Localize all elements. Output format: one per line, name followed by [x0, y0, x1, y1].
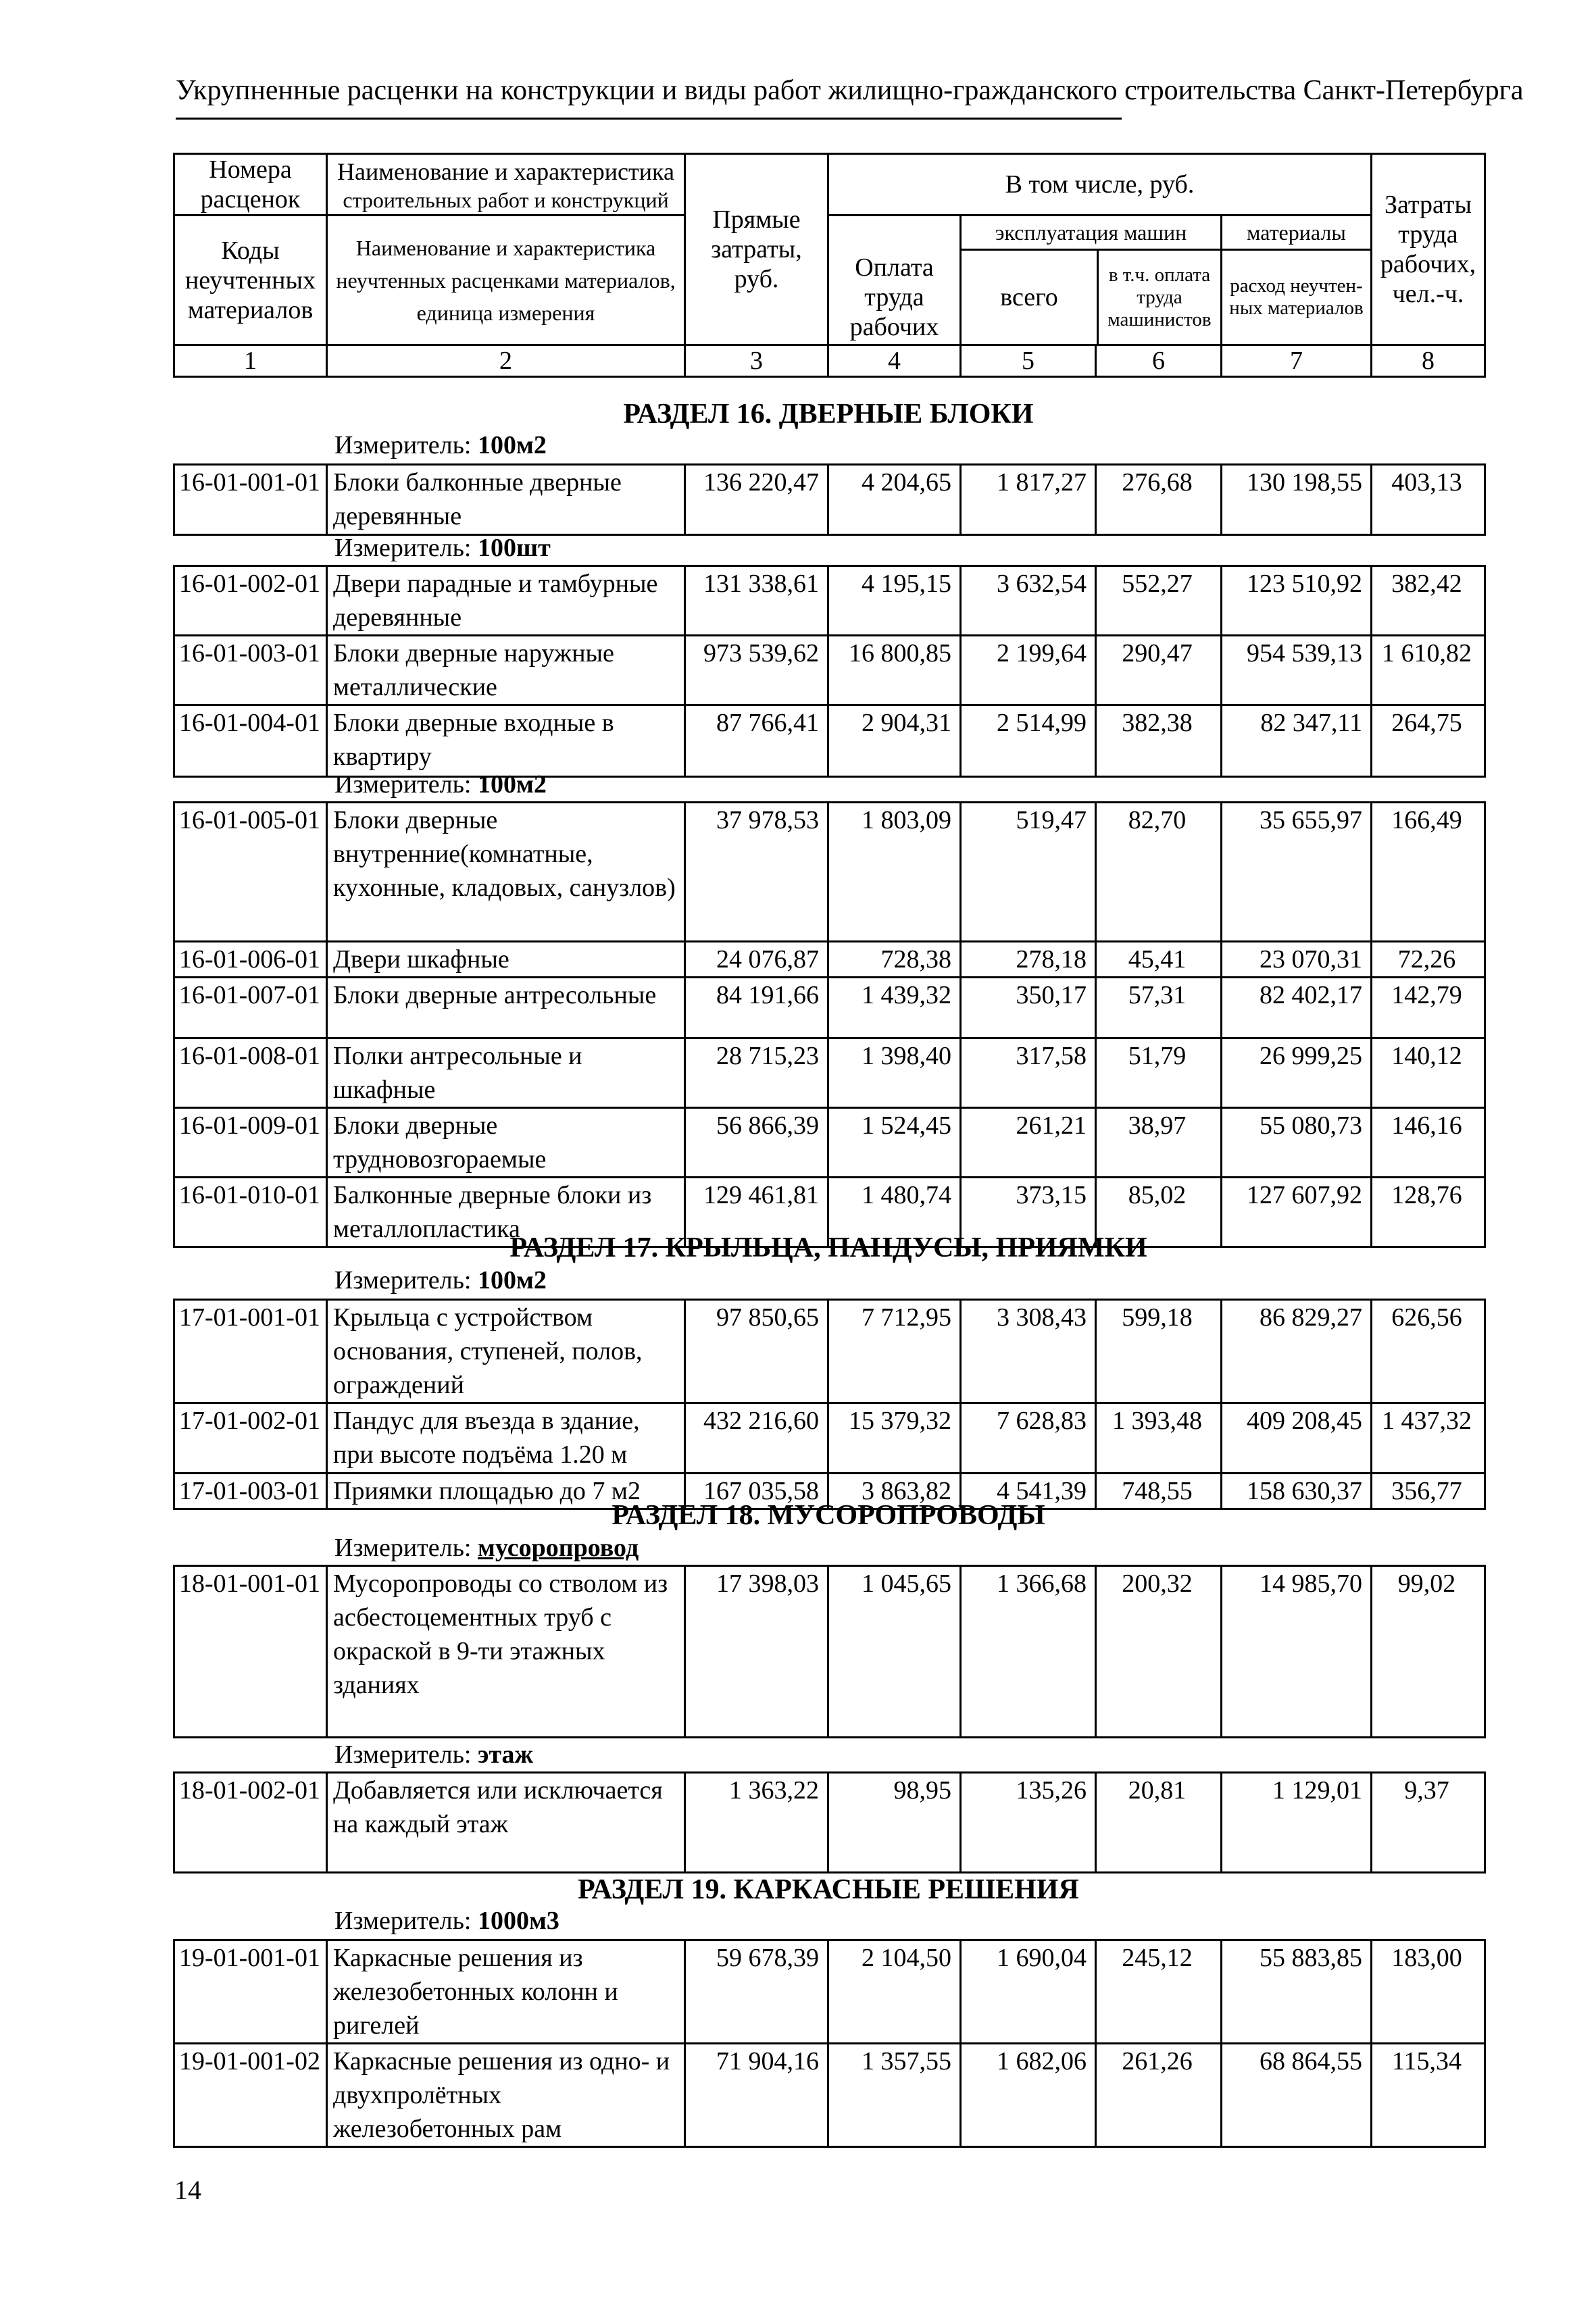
materials-group-label: материалы	[1222, 216, 1370, 251]
work-name: Мусоропроводы со стволом из асбестоцементных труб с окраской в 9-ти этажных зданиях	[327, 1566, 685, 1738]
direct-cost: 87 766,41	[685, 705, 828, 777]
machine-cost: 373,15	[961, 1178, 1096, 1247]
rate-code: 16-01-009-01	[174, 1108, 327, 1178]
machine-cost: 2 199,64	[961, 636, 1096, 705]
machine-labor-cost: 261,26	[1096, 2044, 1222, 2147]
rate-code: 16-01-001-01	[174, 465, 327, 535]
col-number: 7	[1222, 345, 1372, 377]
section-title: РАЗДЕЛ 17. КРЫЛЬЦА, ПАНДУСЫ, ПРИЯМКИ	[509, 1232, 1147, 1263]
rate-code: 16-01-006-01	[174, 942, 327, 978]
price-table	[173, 801, 1486, 1248]
labor-hours: 166,49	[1372, 803, 1485, 942]
unit-value: 100м2	[478, 431, 547, 459]
direct-cost: 131 338,61	[685, 566, 828, 636]
machine-labor-cost: 38,97	[1096, 1108, 1222, 1178]
unit-value: 100м2	[478, 1266, 547, 1294]
unit-value: 100шт	[478, 534, 551, 562]
work-name: Блоки дверные наружные металлические	[327, 636, 685, 705]
labor-cost: 2 904,31	[828, 705, 961, 777]
rate-code: 17-01-001-01	[174, 1300, 327, 1403]
price-table	[173, 1299, 1486, 1510]
work-name: Пандус для въезда в здание, при высоте подъёма 1.20 м	[327, 1403, 685, 1474]
labor-hours: 9,37	[1372, 1773, 1485, 1873]
labor-hours: 382,42	[1372, 566, 1485, 636]
unit-measure	[334, 1905, 559, 1936]
page-number: 14	[174, 2175, 201, 2205]
price-table	[173, 463, 1486, 536]
material-cost: 409 208,45	[1222, 1403, 1372, 1474]
labor-cost: 7 712,95	[828, 1300, 961, 1403]
table-row	[174, 465, 1485, 535]
unit-label: Измеритель:	[334, 1534, 472, 1562]
rate-code: 17-01-003-01	[174, 1474, 327, 1509]
rate-code: 18-01-002-01	[174, 1773, 327, 1873]
header-rule	[176, 118, 1122, 120]
labor-hours: 626,56	[1372, 1300, 1485, 1403]
work-name: Блоки балконные дверные деревянные	[327, 465, 685, 535]
rate-code: 16-01-005-01	[174, 803, 327, 942]
page-header: Укрупненные расценки на конструкции и виды работ жилищно-гражданского строительства Санкт-Петербурга	[176, 75, 1524, 106]
col4-header-label: Оплата труда рабочих	[849, 253, 939, 341]
col-number: 4	[828, 345, 961, 377]
rate-code: 16-01-002-01	[174, 566, 327, 636]
unit-label: Измеритель:	[334, 1266, 472, 1294]
unit-label: Измеритель:	[334, 1907, 472, 1935]
table-row	[174, 636, 1485, 705]
unit-label: Измеритель:	[334, 534, 472, 562]
rate-code: 17-01-002-01	[174, 1403, 327, 1474]
machine-labor-cost: 382,38	[1096, 705, 1222, 777]
machine-cost: 2 514,99	[961, 705, 1096, 777]
labor-hours: 183,00	[1372, 1940, 1485, 2044]
col-number: 8	[1372, 345, 1485, 377]
work-name: Полки антресольные и шкафные	[327, 1038, 685, 1108]
table-row	[174, 705, 1485, 777]
labor-hours: 403,13	[1372, 465, 1485, 535]
labor-hours: 264,75	[1372, 705, 1485, 777]
rate-code: 16-01-007-01	[174, 978, 327, 1038]
table-row	[174, 1566, 1485, 1738]
machine-cost: 1 682,06	[961, 2044, 1096, 2147]
unit-value: мусоропровод	[478, 1534, 639, 1562]
machines-header	[961, 216, 1222, 345]
unit-label: Измеритель:	[334, 770, 472, 799]
machine-cost: 3 632,54	[961, 566, 1096, 636]
work-name: Блоки дверные антресольные	[327, 978, 685, 1038]
work-name: Каркасные решения из одно- и двухпролётных железобетонных рам	[327, 2044, 685, 2147]
direct-cost: 973 539,62	[685, 636, 828, 705]
labor-hours: 128,76	[1372, 1178, 1485, 1247]
machine-labor-cost: 599,18	[1096, 1300, 1222, 1403]
machine-cost: 519,47	[961, 803, 1096, 942]
labor-hours: 146,16	[1372, 1108, 1485, 1178]
machine-cost: 261,21	[961, 1108, 1096, 1178]
machine-labor-cost: 245,12	[1096, 1940, 1222, 2044]
col3-header: Прямые затраты, руб.	[685, 154, 828, 345]
labor-hours: 1 610,82	[1372, 636, 1485, 705]
unit-value: 1000м3	[478, 1907, 559, 1935]
machine-cost: 350,17	[961, 978, 1096, 1038]
labor-cost: 728,38	[828, 942, 961, 978]
price-table	[173, 1565, 1486, 1738]
material-cost: 158 630,37	[1222, 1474, 1372, 1509]
col2-bottom-header: Наименование и характеристика неучтенных расценками материалов, единица измерения	[327, 216, 685, 345]
material-cost: 954 539,13	[1222, 636, 1372, 705]
work-name: Приямки площадью до 7 м2	[327, 1474, 685, 1509]
direct-cost: 84 191,66	[685, 978, 828, 1038]
labor-cost: 1 439,32	[828, 978, 961, 1038]
table-row	[174, 942, 1485, 978]
material-cost: 127 607,92	[1222, 1178, 1372, 1247]
direct-cost: 17 398,03	[685, 1566, 828, 1738]
labor-cost: 1 803,09	[828, 803, 961, 942]
labor-hours: 99,02	[1372, 1566, 1485, 1738]
labor-hours: 140,12	[1372, 1038, 1485, 1108]
unit-value: этаж	[478, 1740, 534, 1769]
col5-header: всего	[962, 251, 1099, 344]
labor-hours: 1 437,32	[1372, 1403, 1485, 1474]
machine-labor-cost: 51,79	[1096, 1038, 1222, 1108]
machine-labor-cost: 276,68	[1096, 465, 1222, 535]
work-name: Блоки дверные входные в квартиру	[327, 705, 685, 777]
table-row	[174, 1403, 1485, 1474]
labor-cost: 1 045,65	[828, 1566, 961, 1738]
machine-labor-cost: 85,02	[1096, 1178, 1222, 1247]
labor-cost: 16 800,85	[828, 636, 961, 705]
rate-code: 16-01-010-01	[174, 1178, 327, 1247]
unit-measure	[334, 1739, 533, 1770]
machine-labor-cost: 82,70	[1096, 803, 1222, 942]
machine-cost: 1 690,04	[961, 1940, 1096, 2044]
direct-cost: 432 216,60	[685, 1403, 828, 1474]
work-name: Каркасные решения из железобетонных колонн и ригелей	[327, 1940, 685, 2044]
direct-cost: 1 363,22	[685, 1773, 828, 1873]
rate-code: 16-01-008-01	[174, 1038, 327, 1108]
machine-cost: 317,58	[961, 1038, 1096, 1108]
col7-header: расход неучтен- ных материалов	[1229, 275, 1364, 319]
direct-cost: 167 035,58	[685, 1474, 828, 1509]
machine-labor-cost: 57,31	[1096, 978, 1222, 1038]
labor-cost: 4 195,15	[828, 566, 961, 636]
material-cost: 23 070,31	[1222, 942, 1372, 978]
labor-cost: 3 863,82	[828, 1474, 961, 1509]
direct-cost: 71 904,16	[685, 2044, 828, 2147]
table-row	[174, 1108, 1485, 1178]
material-cost: 26 999,25	[1222, 1038, 1372, 1108]
machine-labor-cost: 748,55	[1096, 1474, 1222, 1509]
materials-header	[1222, 216, 1372, 345]
table-row	[174, 803, 1485, 942]
machine-labor-cost: 1 393,48	[1096, 1403, 1222, 1474]
material-cost: 55 883,85	[1222, 1940, 1372, 2044]
labor-hours: 142,79	[1372, 978, 1485, 1038]
labor-hours: 115,34	[1372, 2044, 1485, 2147]
material-cost: 1 129,01	[1222, 1773, 1372, 1873]
material-cost: 82 402,17	[1222, 978, 1372, 1038]
machine-cost: 135,26	[961, 1773, 1096, 1873]
col-number: 5	[961, 345, 1096, 377]
price-table	[173, 1771, 1486, 1873]
col-number: 1	[174, 345, 327, 377]
machine-cost: 3 308,43	[961, 1300, 1096, 1403]
material-cost: 35 655,97	[1222, 803, 1372, 942]
material-cost: 86 829,27	[1222, 1300, 1372, 1403]
unit-measure	[334, 769, 547, 800]
unit-measure	[334, 430, 547, 461]
price-table	[173, 565, 1486, 778]
labor-cost: 2 104,50	[828, 1940, 961, 2044]
material-cost: 130 198,55	[1222, 465, 1372, 535]
direct-cost: 136 220,47	[685, 465, 828, 535]
labor-cost: 1 357,55	[828, 2044, 961, 2147]
labor-hours: 72,26	[1372, 942, 1485, 978]
work-name: Двери шкафные	[327, 942, 685, 978]
col2-top-header	[327, 154, 685, 216]
labor-hours: 356,77	[1372, 1474, 1485, 1509]
col4-header	[828, 216, 961, 345]
work-name: Блоки дверные трудновозгораемые	[327, 1108, 685, 1178]
material-cost: 123 510,92	[1222, 566, 1372, 636]
section-title: РАЗДЕЛ 16. ДВЕРНЫЕ БЛОКИ	[623, 399, 1034, 430]
section-title: РАЗДЕЛ 18. МУСОРОПРОВОДЫ	[612, 1500, 1045, 1531]
col6-header: в т.ч. оплата труда машинистов	[1107, 263, 1212, 330]
table-row	[174, 1773, 1485, 1873]
col1-top-header: Номера расценок	[174, 154, 327, 216]
work-name: Двери парадные и тамбурные деревянные	[327, 566, 685, 636]
table-row	[174, 2044, 1485, 2147]
labor-cost: 1 480,74	[828, 1178, 961, 1247]
machine-cost: 1 366,68	[961, 1566, 1096, 1738]
direct-cost: 97 850,65	[685, 1300, 828, 1403]
direct-cost: 129 461,81	[685, 1178, 828, 1247]
labor-cost: 1 398,40	[828, 1038, 961, 1108]
price-table	[173, 1939, 1486, 2148]
direct-cost: 59 678,39	[685, 1940, 828, 2044]
table-row	[174, 1940, 1485, 2044]
direct-cost: 28 715,23	[685, 1038, 828, 1108]
machine-labor-cost: 200,32	[1096, 1566, 1222, 1738]
col8-header: Затраты труда рабочих, чел.-ч.	[1372, 154, 1485, 345]
direct-cost: 56 866,39	[685, 1108, 828, 1178]
work-name: Блоки дверные внутренние(комнатные, кухонные, кладовых, санузлов)	[327, 803, 685, 942]
machine-labor-cost: 552,27	[1096, 566, 1222, 636]
labor-cost: 98,95	[828, 1773, 961, 1873]
table-row	[174, 566, 1485, 636]
machine-labor-cost: 45,41	[1096, 942, 1222, 978]
unit-measure	[334, 532, 551, 563]
rate-code: 16-01-004-01	[174, 705, 327, 777]
col1-bottom-header: Коды неучтенных материалов	[174, 216, 327, 345]
direct-cost: 24 076,87	[685, 942, 828, 978]
table-row	[174, 978, 1485, 1038]
machine-cost: 1 817,27	[961, 465, 1096, 535]
labor-cost: 4 204,65	[828, 465, 961, 535]
unit-label: Измеритель:	[334, 1740, 472, 1769]
rate-code: 19-01-001-01	[174, 1940, 327, 2044]
table-row	[174, 1038, 1485, 1108]
material-cost: 68 864,55	[1222, 2044, 1372, 2147]
rate-code: 19-01-001-02	[174, 2044, 327, 2147]
rate-code: 18-01-001-01	[174, 1566, 327, 1738]
group-header: В том числе, руб.	[828, 154, 1372, 216]
machine-cost: 4 541,39	[961, 1474, 1096, 1509]
unit-measure	[334, 1265, 547, 1296]
col-number: 6	[1096, 345, 1222, 377]
column-header-table	[173, 153, 1486, 378]
machine-labor-cost: 290,47	[1096, 636, 1222, 705]
unit-value: 100м2	[478, 770, 547, 799]
work-name: Крыльца с устройством основания, ступеней, полов, ограждений	[327, 1300, 685, 1403]
section-title: РАЗДЕЛ 19. КАРКАСНЫЕ РЕШЕНИЯ	[578, 1874, 1079, 1905]
machine-cost: 7 628,83	[961, 1403, 1096, 1474]
col-number: 3	[685, 345, 828, 377]
col2-top-header-line2: строительных работ и конструкций	[343, 188, 669, 212]
work-name: Добавляется или исключается на каждый этаж	[327, 1773, 685, 1873]
machine-cost: 278,18	[961, 942, 1096, 978]
table-row	[174, 1300, 1485, 1403]
labor-cost: 15 379,32	[828, 1403, 961, 1474]
material-cost: 14 985,70	[1222, 1566, 1372, 1738]
col2-top-header-line1: Наименование и характеристика	[337, 158, 674, 185]
machines-group-label: эксплуатация машин	[962, 216, 1220, 251]
material-cost: 82 347,11	[1222, 705, 1372, 777]
unit-label: Измеритель:	[334, 431, 472, 459]
rate-code: 16-01-003-01	[174, 636, 327, 705]
machine-labor-cost: 20,81	[1096, 1773, 1222, 1873]
direct-cost: 37 978,53	[685, 803, 828, 942]
work-name: Балконные дверные блоки из металлопластика	[327, 1178, 685, 1247]
unit-measure	[334, 1532, 639, 1563]
machines-subcols	[962, 251, 1220, 344]
labor-cost: 1 524,45	[828, 1108, 961, 1178]
material-cost: 55 080,73	[1222, 1108, 1372, 1178]
col-number: 2	[327, 345, 685, 377]
